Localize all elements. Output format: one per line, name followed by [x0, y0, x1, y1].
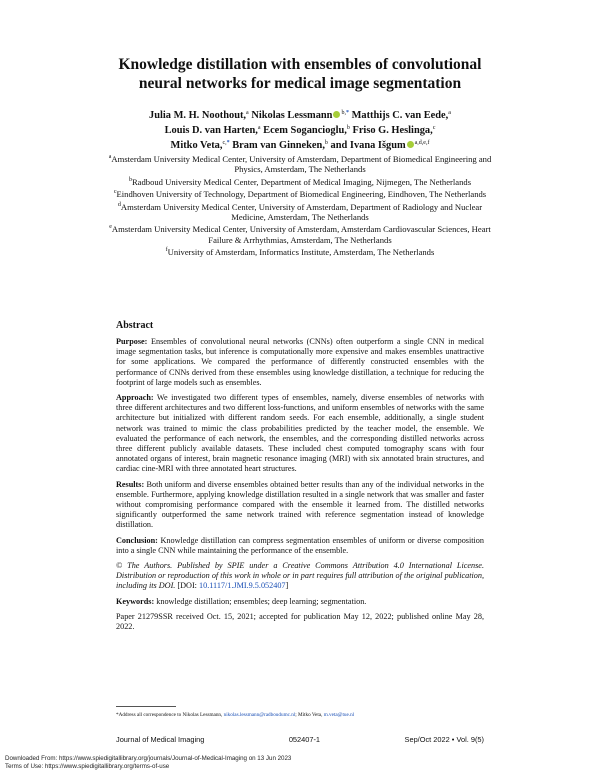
affiliation-list — [100, 152, 500, 258]
title-line-2: neural networks for medical image segmentation — [138, 75, 462, 92]
abstract-body — [116, 337, 484, 637]
affiliation-text: Amsterdam University Medical Center, University of Amsterdam, Department of Biomedical Engineering and Physics, Amsterdam, The Netherlands — [111, 154, 492, 175]
author-name: Matthijs C. van Eede, — [351, 110, 449, 121]
title-line-1: Knowledge distillation with ensembles of convolutional — [118, 56, 482, 73]
keywords-label: Keywords: — [116, 596, 155, 606]
volume-number: Vol. 9(5) — [456, 735, 484, 744]
conclusion-label: Conclusion: — [116, 535, 158, 545]
doi-prefix: [DOI: — [177, 581, 197, 591]
orcid-icon[interactable] — [333, 111, 340, 118]
approach-text: We investigated two different types of ensembles, namely, diverse ensembles of networks with three different architectures and two different loss-functions, and uniform ensembles of networks with the same architecture but initialized with different random seeds. For each ensemble, additionally, a single student network was trained to mimic the class probabilities predicted by the teacher model, the ensemble. We evaluated the performance of each network, the ensembles, and the corresponding distilled networks across three different publicly available datasets. These included chest computed tomography scans with four annotated organs of interest, brain magnetic resonance imaging (MRI) with six annotated brain structures, and cardiac cine-MRI with three annotated heart structures. — [116, 393, 484, 474]
author-list — [60, 107, 540, 152]
journal-name: Journal of Medical Imaging — [116, 735, 205, 744]
footnote-divider — [116, 706, 176, 707]
affiliation-d — [100, 200, 500, 223]
affiliation-a — [100, 152, 500, 175]
author-name: Mitko Veta, — [170, 140, 223, 151]
abstract-approach — [116, 393, 484, 475]
email-link-lessmann[interactable]: nikolas.lessmann@radboudumc.nl — [223, 712, 296, 718]
footnote-marker: * — [116, 712, 119, 718]
page-footer — [116, 735, 484, 744]
license-statement — [116, 561, 484, 592]
author-name: Friso G. Heslinga, — [352, 125, 433, 136]
affiliation-f — [100, 245, 500, 257]
issue-date: Sep/Oct 2022 — [404, 735, 450, 744]
author-name: Nikolas Lessmann — [251, 110, 333, 121]
affiliation-sup: d — [117, 201, 121, 208]
affiliation-text: Amsterdam University Medical Center, University of Amsterdam, Amsterdam Cardiovascular Sciences, Heart Failure & Arrhythmias, Amsterdam, The Netherlands — [111, 224, 491, 245]
author-line-2 — [60, 122, 540, 137]
doi-suffix: ] — [285, 581, 289, 591]
footnote-prefix: Address all correspondence to Nikolas Lessmann, — [118, 712, 223, 718]
author-name: Louis D. van Harten, — [164, 125, 258, 136]
affiliation-c — [100, 187, 500, 199]
issue-info — [405, 735, 484, 744]
email-link-veta[interactable]: m.veta@tue.nl — [323, 712, 355, 718]
affiliation-text: Radboud University Medical Center, Department of Medical Imaging, Nijmegen, The Netherlands — [131, 176, 472, 187]
conclusion-text: Knowledge distillation can compress segmentation ensembles of uniform or diverse composition into a single CNN while maintaining the performance of the ensemble. — [116, 535, 484, 555]
author-affil-sup: c — [432, 125, 436, 131]
corresponding-author-link[interactable]: * — [226, 140, 230, 146]
author-name: Julia M. H. Noothout, — [149, 110, 247, 121]
affiliation-sup: f — [165, 247, 168, 254]
author-affil-sup: a — [257, 125, 261, 131]
affiliation-text: Eindhoven University of Technology, Department of Biomedical Engineering, Eindhoven, The Netherlands — [116, 189, 487, 200]
abstract-purpose — [116, 337, 484, 388]
terms-of-use-line[interactable]: Terms of Use: https://www.spiedigitallibrary.org/terms-of-use — [5, 762, 170, 770]
author-affil-sup: c, — [222, 140, 227, 146]
author-affil-sup: a,d,e,f — [414, 140, 430, 146]
doi-link[interactable]: 10.1117/1.JMI.9.5.052407 — [199, 581, 286, 591]
license-text: © The Authors. Published by SPIE under a Creative Commons Attribution 4.0 International License. Distribution or reproduction of this work in whole or in part requires full attribution of the original publication, including its DOI. — [116, 561, 484, 591]
abstract-heading: Abstract — [116, 320, 154, 331]
author-name: Bram van Ginneken, — [232, 140, 325, 151]
footnote-middle: ; Mitko Veta, — [295, 712, 323, 718]
affiliation-b — [100, 175, 500, 187]
paper-info: Paper 21279SSR received Oct. 15, 2021; accepted for publication May 12, 2022; published online May 28, 2022. — [116, 611, 484, 632]
purpose-label: Purpose: — [116, 337, 148, 346]
author-line-3 — [60, 137, 540, 152]
affiliation-e — [100, 222, 500, 245]
purpose-text: Ensembles of convolutional neural networks (CNNs) often outperform a single CNN in medical image segmentation tasks, but inference is computationally more expensive and makes ensembles unattractive for some applications. We compared the performance of differently constructed ensembles with the performance of CNNs derived from these ensembles using knowledge distillation, a technique for reducing the footprint of large models such as ensembles. — [116, 337, 484, 387]
results-text: Both uniform and diverse ensembles obtained better results than any of the individual networks in the ensemble. Furthermore, applying knowledge distillation resulted in a single network that was smaller and faster without compromising performance compared with the ensemble it learned from. The distilled networks significantly outperformed the same network trained with reference segmentation instead of knowledge distillation. — [116, 479, 485, 530]
keywords — [116, 597, 484, 607]
abstract-results — [116, 480, 484, 531]
author-affil-sup: b — [346, 125, 350, 131]
affiliation-sup: b — [128, 176, 132, 183]
abstract-conclusion — [116, 536, 484, 556]
author-line-1 — [60, 107, 540, 122]
article-number: 052407-1 — [288, 735, 321, 744]
affiliation-sup: a — [108, 154, 112, 160]
affiliation-sup: e — [109, 224, 112, 231]
correspondence-footnote — [116, 712, 496, 718]
download-line[interactable]: Downloaded From: https://www.spiedigitallibrary.org/journals/Journal-of-Medical-Imaging on 13 Jun 2023 — [5, 755, 292, 762]
author-affil-sup: a — [246, 110, 249, 116]
affiliation-sup: c — [113, 189, 117, 196]
approach-label: Approach: — [116, 393, 154, 403]
keywords-text: knowledge distillation; ensembles; deep learning; segmentation. — [156, 596, 367, 606]
author-name: Ivana Išgum — [349, 140, 406, 151]
author-affil-sup: b, — [341, 110, 346, 116]
paper-title — [60, 55, 540, 93]
results-label: Results: — [116, 479, 145, 489]
author-affil-sup: a — [448, 110, 451, 116]
download-notice — [5, 755, 291, 770]
author-conjunction: and — [330, 140, 348, 151]
author-affil-sup: b — [324, 140, 328, 146]
author-name: Ecem Sogancioglu, — [263, 125, 347, 136]
affiliation-text: Amsterdam University Medical Center, University of Amsterdam, Department of Radiology and Nuclear Medicine, Amsterdam, The Netherlands — [120, 201, 483, 223]
footer-bullet: • — [451, 735, 455, 744]
corresponding-author-link[interactable]: * — [345, 110, 349, 116]
orcid-icon[interactable] — [407, 141, 414, 148]
affiliation-text: University of Amsterdam, Informatics Institute, Amsterdam, The Netherlands — [167, 247, 435, 258]
